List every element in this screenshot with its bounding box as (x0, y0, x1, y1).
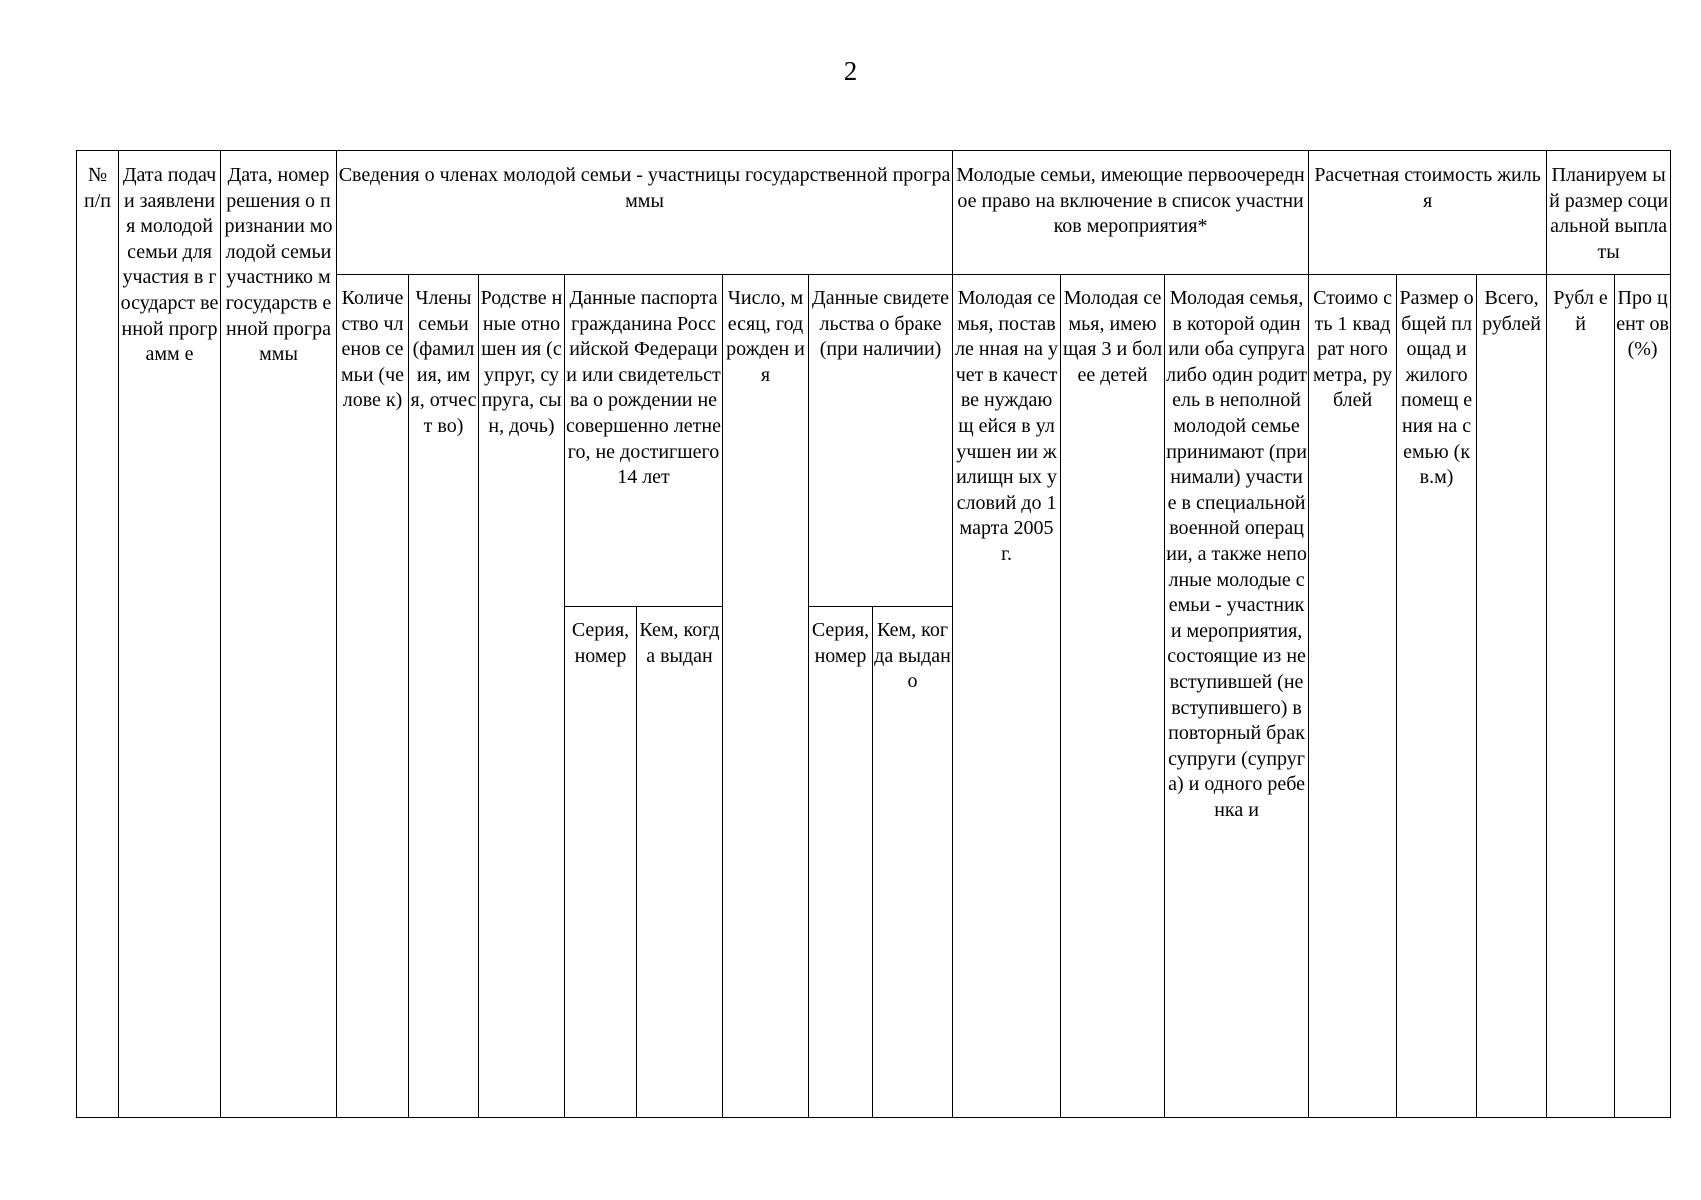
column-header-members-names: Члены семьи (фамил ия, имя, отчест во) (409, 275, 479, 1118)
column-header-passport-series: Серия, номер (565, 607, 637, 1118)
column-header-percent: Про цент ов (%) (1615, 275, 1671, 1118)
column-header-marriage-certificate: Данные свидетельства о браке (при наличии) (809, 275, 953, 607)
column-header-passport-issued: Кем, когда выдан (637, 607, 723, 1118)
group-header-housing-cost: Расчетная стоимость жилья (1309, 151, 1547, 275)
column-header-marriage-series: Серия, номер (809, 607, 873, 1118)
column-header-marriage-issued: Кем, когда выдано (873, 607, 953, 1118)
group-header-priority-right: Молодые семьи, имеющие первоочередное право на включение в список участников мероприятия* (953, 151, 1309, 275)
column-header-rubles: Рубл ей (1547, 275, 1615, 1118)
header-row-1 (77, 151, 1671, 275)
column-header-area: Размер общей площад и жилого помещ ения на семью (кв.м) (1397, 275, 1477, 1118)
participants-register-table (76, 150, 1671, 1118)
column-header-priority-registered: Молодая семья, поставле нная на учет в качестве нуждающ ейся в улучшен ии жилищн ых условий до 1 марта 2005 г. (953, 275, 1061, 1118)
page-number: 2 (843, 56, 858, 86)
column-header-decision: Дата, номер решения о признании молодой семьи участнико м государств енной программы (221, 151, 337, 1118)
column-header-cost-per-meter: Стоимо сть 1 квадрат ного метра, рублей (1309, 275, 1397, 1118)
column-header-total: Всего, рублей (1477, 275, 1547, 1118)
column-header-members-count: Количе ство членов семьи (челове к) (337, 275, 409, 1118)
column-header-priority-svo: Молодая семья, в которой один или оба супруга либо один родитель в неполной молодой семье принимают (принимали) участие в специальной военной операции, а также неполные молодые семьи - участники мероприятия, состоящие из не вступившей (не вступившего) в повторный брак супруги (супруга) и одного ребенка и (1165, 275, 1309, 1118)
column-header-passport-data: Данные паспорта гражданина Российской Федерации или свидетельства о рождении несовершенно летнего, не достигшего 14 лет (565, 275, 723, 607)
column-header-application-date: Дата подачи заявления молодой семьи для участия в государст венной программ е (119, 151, 221, 1118)
group-header-social-payment: Планируем ый размер социальной выплаты (1547, 151, 1671, 275)
column-header-birth-date: Число, месяц, год рожден ия (723, 275, 809, 1118)
column-header-relationship: Родстве нные отношен ия (супруг, супруга, сын, дочь) (479, 275, 565, 1118)
group-header-family-members: Сведения о членах молодой семьи - участницы государственной программы (337, 151, 953, 275)
column-header-priority-children: Молодая семья, имеющая 3 и более детей (1061, 275, 1165, 1118)
column-header-number: № п/п (77, 151, 119, 1118)
